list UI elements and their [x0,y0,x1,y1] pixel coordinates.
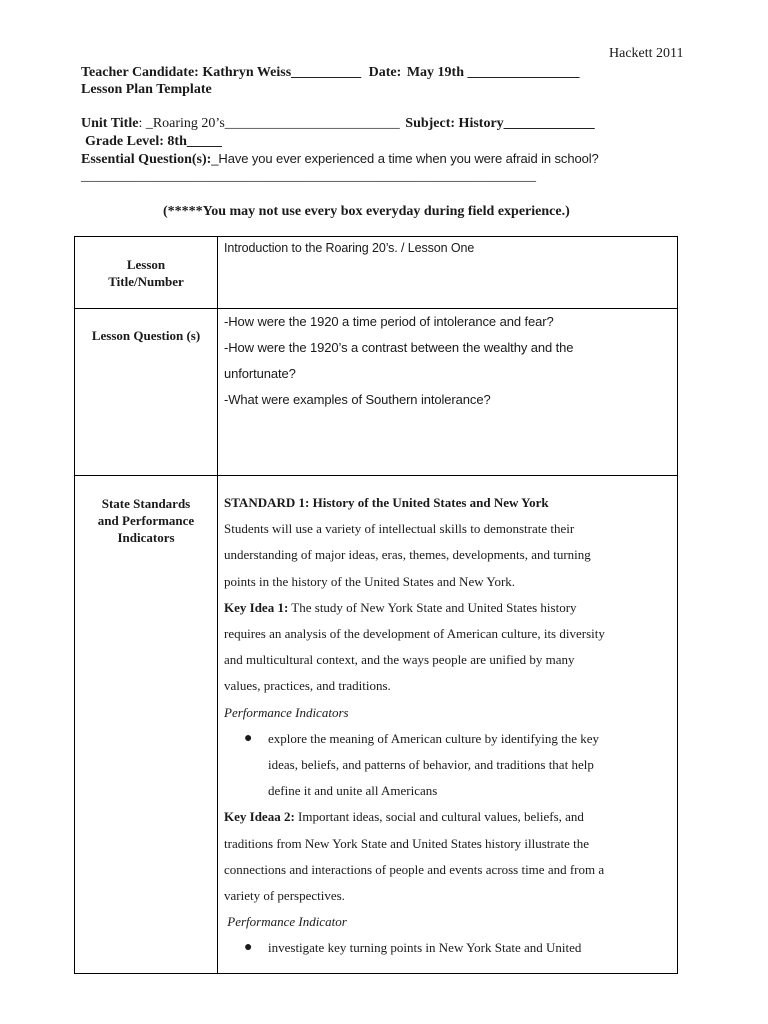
bullet-icon: ● [244,730,253,746]
standards-cell [218,476,678,974]
indicator-2-line1: investigate key turning points in New York State and United [268,940,582,956]
performance-indicator-label: Performance Indicator [224,914,347,930]
key-idea-1-line2: requires an analysis of the development of American culture, its diversity [224,626,605,642]
lesson-title-label-line2: Title/Number [108,274,184,289]
lesson-question-2a: -How were the 1920’s a contrast between the wealthy and the [224,340,574,355]
template-title: Lesson Plan Template [81,82,212,97]
key-idea-2-line3: connections and interactions of people and events across time and from a [224,861,605,877]
indicator-1-line3: define it and unite all Americans [268,783,438,799]
standards-label-line3: Indicators [117,530,175,545]
teacher-label: Teacher Candidate: [81,65,199,80]
essential-question-underline: _________________________________________________________________ [81,169,536,184]
indicator-1-line1: explore the meaning of American culture by identifying the key [268,730,600,746]
standards-label-line1: State Standards [101,496,191,511]
table-row-lesson-questions [75,309,678,476]
key-idea-2-label: Key Ideaa 2: [224,809,295,825]
lesson-title-cell [218,237,678,309]
lesson-question-1: -How were the 1920 a time period of intolerance and fear? [224,314,554,329]
key-idea-1-text: The study of New York State and United States history [288,599,577,615]
standard-text-line3: points in the history of the United States and New York. [224,573,516,589]
standards-label-line2: and Performance [97,513,195,528]
key-idea-1-label: Key Idea 1: [224,599,289,615]
indicator-1-line2: ideas, beliefs, and patterns of behavior, and traditions that help [268,757,594,773]
performance-indicators-list-2 [224,935,671,961]
standards-label [75,476,218,974]
key-idea-2-text: Important ideas, social and cultural values, beliefs, and [294,809,584,825]
date-label: Date: [368,65,402,80]
unit-label: Unit Title [81,116,139,131]
document-watermark: Hackett 2011 [609,46,684,61]
lesson-question-label: Lesson Question (s) [75,309,218,476]
key-idea-2-line1 [224,804,671,830]
standard-text-line2: understanding of major ideas, eras, themes, developments, and turning [224,547,591,563]
essential-question-label: Essential Question(s): [81,152,212,167]
lesson-questions-cell [218,309,678,476]
lesson-question-3: -What were examples of Southern intolerance? [224,392,491,407]
lesson-title-label [75,237,218,309]
date-value: May 19th ________________ [406,65,580,80]
bullet-icon: ● [244,940,253,956]
lesson-title-label-line1: Lesson [126,257,166,272]
lesson-plan-table [74,236,678,974]
grade-level-field: Grade Level: 8th_____ [85,134,222,149]
table-row-standards [75,476,678,974]
table-row-lesson-title [75,237,678,309]
unit-line [81,116,595,132]
unit-value: : _Roaring 20’s_________________________ [138,116,400,131]
field-experience-note: (*****You may not use every box everyday during field experience.) [163,204,570,219]
standard-heading: STANDARD 1: History of the United States and New York [224,495,549,510]
lesson-title-value: Introduction to the Roaring 20’s. / Lesson One [224,241,475,255]
performance-indicators-list-1 [224,726,671,805]
key-idea-2-line4: variety of perspectives. [224,888,345,904]
key-idea-1-line4: values, practices, and traditions. [224,678,391,694]
performance-indicators-label: Performance Indicators [224,704,349,720]
subject-field: Subject: History_____________ [405,116,595,131]
essential-question-line [81,151,599,168]
essential-question-value: _Have you ever experienced a time when you were afraid in school? [211,151,599,166]
key-idea-2-line2: traditions from New York State and United States history illustrate the [224,835,590,851]
key-idea-1-line1 [224,595,671,621]
standard-text-line1: Students will use a variety of intellectual skills to demonstrate their [224,521,575,537]
teacher-line [81,65,579,81]
lesson-question-2b: unfortunate? [224,366,296,381]
teacher-value: Kathryn Weiss__________ [202,65,362,80]
list-item [244,726,671,805]
list-item [244,935,671,961]
key-idea-1-line3: and multicultural context, and the ways people are unified by many [224,652,575,668]
